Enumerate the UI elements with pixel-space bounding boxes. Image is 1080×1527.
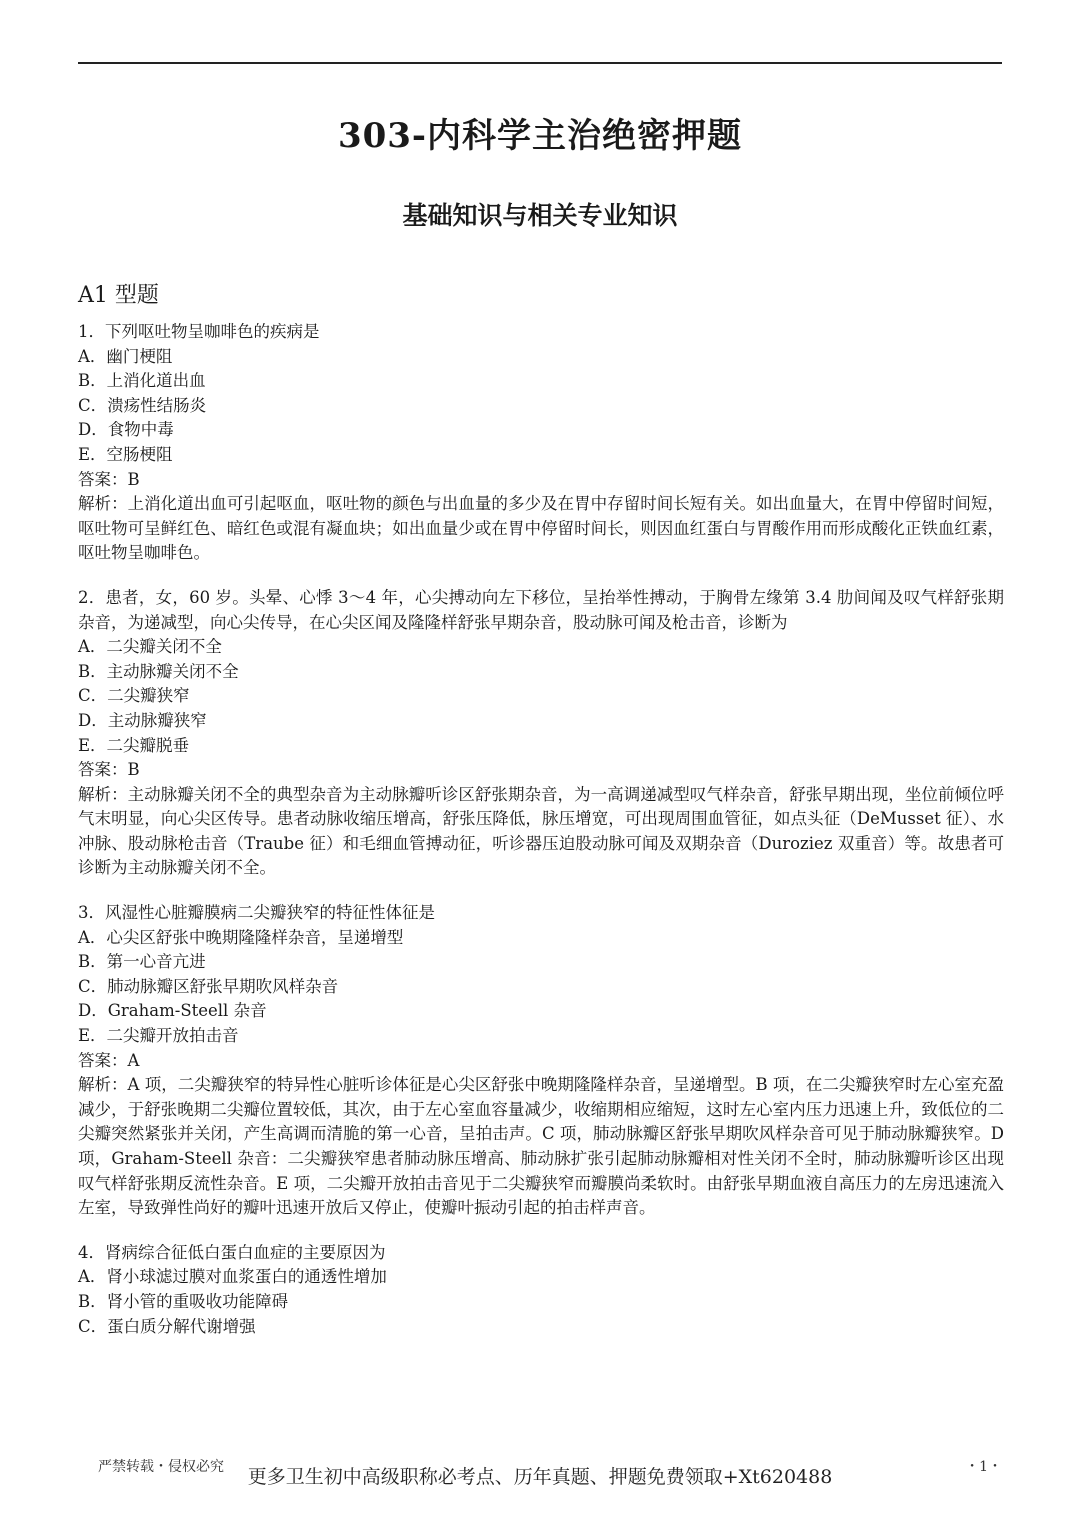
- answer: 答案：B: [78, 760, 140, 780]
- question-stem: 4．肾病综合征低白蛋白血症的主要原因为: [78, 1242, 386, 1262]
- analysis: 解析：主动脉瓣关闭不全的典型杂音为主动脉瓣听诊区舒张期杂音，为一高调递减型叹气样杂音，舒张早期出现，坐位前倾位呼气末明显，向心尖区传导。患者动脉收缩压增高，舒张压降低，脉压增宽，可出现周围血管征，如点头征（DeMusset 征）、水冲脉、股动脉枪击音（Traube 征）和毛细血管搏动征，听诊器压迫股动脉可闻及双期杂音（Duroziez 双重音）等。故患者可诊断为主动脉瓣关闭不全。: [78, 784, 1004, 878]
- section-heading: A1 型题: [78, 283, 159, 308]
- option-d: D．主动脉瓣狭窄: [78, 710, 207, 730]
- question-stem: 3．风湿性心脏瓣膜病二尖瓣狭窄的特征性体征是: [78, 903, 435, 923]
- analysis: 解析：A 项，二尖瓣狭窄的特异性心脏听诊体征是心尖区舒张中晚期隆隆样杂音，呈递增型。B 项，在二尖瓣狭窄时左心室充盈减少，于舒张晚期二尖瓣位置较低，其次，由于左心室血容量减少，收缩期相应缩短，这时左心室内压力迅速上升，致低位的二尖瓣突然紧张并关闭，产生高调而清脆的第一心音，呈拍击声。C 项，肺动脉瓣区舒张早期吹风样杂音可见于肺动脉瓣狭窄。D 项，Graham-Steell 杂音：二尖瓣狭窄患者肺动脉压增高、肺动脉扩张引起肺动脉瓣相对性关闭不全时，肺动脉瓣听诊区出现叹气样舒张期反流性杂音。E 项，二尖瓣开放拍击音见于二尖瓣狭窄而瓣膜尚柔软时。由舒张早期血液自高压力的左房迅速流入左室，导致弹性尚好的瓣叶迅速开放后又停止，使瓣叶振动引起的拍击样声音。: [78, 1075, 1004, 1218]
- question-list: [78, 320, 1004, 1339]
- document-title: 303-内科学主治绝密押题: [337, 116, 743, 156]
- option-a: A．心尖区舒张中晚期隆隆样杂音，呈递增型: [78, 927, 404, 947]
- option-a: A．幽门梗阻: [78, 346, 173, 366]
- option-b: B．主动脉瓣关闭不全: [78, 661, 239, 681]
- question-stem: 2．患者，女，60 岁。头晕、心悸 3～4 年，心尖搏动向左下移位，呈抬举性搏动，于胸骨左缘第 3.4 肋间闻及叹气样舒张期杂音，为递减型，向心尖传导，在心尖区闻及隆隆样舒张早期杂音，股动脉可闻及枪击音，诊断为: [78, 587, 1004, 632]
- option-c: C．蛋白质分解代谢增强: [78, 1316, 256, 1336]
- option-b: B．肾小管的重吸收功能障碍: [78, 1291, 289, 1311]
- answer: 答案：A: [78, 1050, 140, 1070]
- question-2: [78, 586, 1004, 881]
- option-c: C．二尖瓣狭窄: [78, 686, 190, 706]
- question-4: [78, 1241, 1004, 1339]
- option-a: A．肾小球滤过膜对血浆蛋白的通透性增加: [78, 1267, 387, 1287]
- question-stem: 1．下列呕吐物呈咖啡色的疾病是: [78, 322, 320, 341]
- question-3: [78, 901, 1004, 1221]
- question-1: [78, 320, 1004, 566]
- header-rule: [78, 62, 1002, 64]
- option-e: E．二尖瓣开放拍击音: [78, 1026, 239, 1046]
- option-e: E．空肠梗阻: [78, 444, 173, 464]
- option-c: C．肺动脉瓣区舒张早期吹风样杂音: [78, 976, 339, 996]
- page-number: ・1・: [965, 1459, 1002, 1475]
- answer: 答案：B: [78, 469, 140, 489]
- option-e: E．二尖瓣脱垂: [78, 735, 190, 755]
- option-b: B．上消化道出血: [78, 371, 206, 391]
- option-d: D．Graham-Steell 杂音: [78, 1001, 267, 1021]
- promo-footer: 更多卫生初中高级职称必考点、历年真题、押题免费领取+Xt620488: [247, 1466, 833, 1488]
- option-d: D．食物中毒: [78, 420, 174, 440]
- option-a: A．二尖瓣关闭不全: [78, 637, 222, 657]
- analysis: 解析：上消化道出血可引起呕血，呕吐物的颜色与出血量的多少及在胃中存留时间长短有关。如出血量大，在胃中停留时间短，呕吐物可呈鲜红色、暗红色或混有凝血块；如出血量少或在胃中停留时间长，则因血红蛋白与胃酸作用而形成酸化正铁血红素，呕吐物呈咖啡色。: [78, 494, 1004, 563]
- document-subtitle: 基础知识与相关专业知识: [402, 201, 678, 230]
- option-c: C．溃疡性结肠炎: [78, 395, 207, 415]
- copyright-notice: 严禁转载・侵权必究: [98, 1459, 224, 1475]
- option-b: B．第一心音亢进: [78, 952, 206, 972]
